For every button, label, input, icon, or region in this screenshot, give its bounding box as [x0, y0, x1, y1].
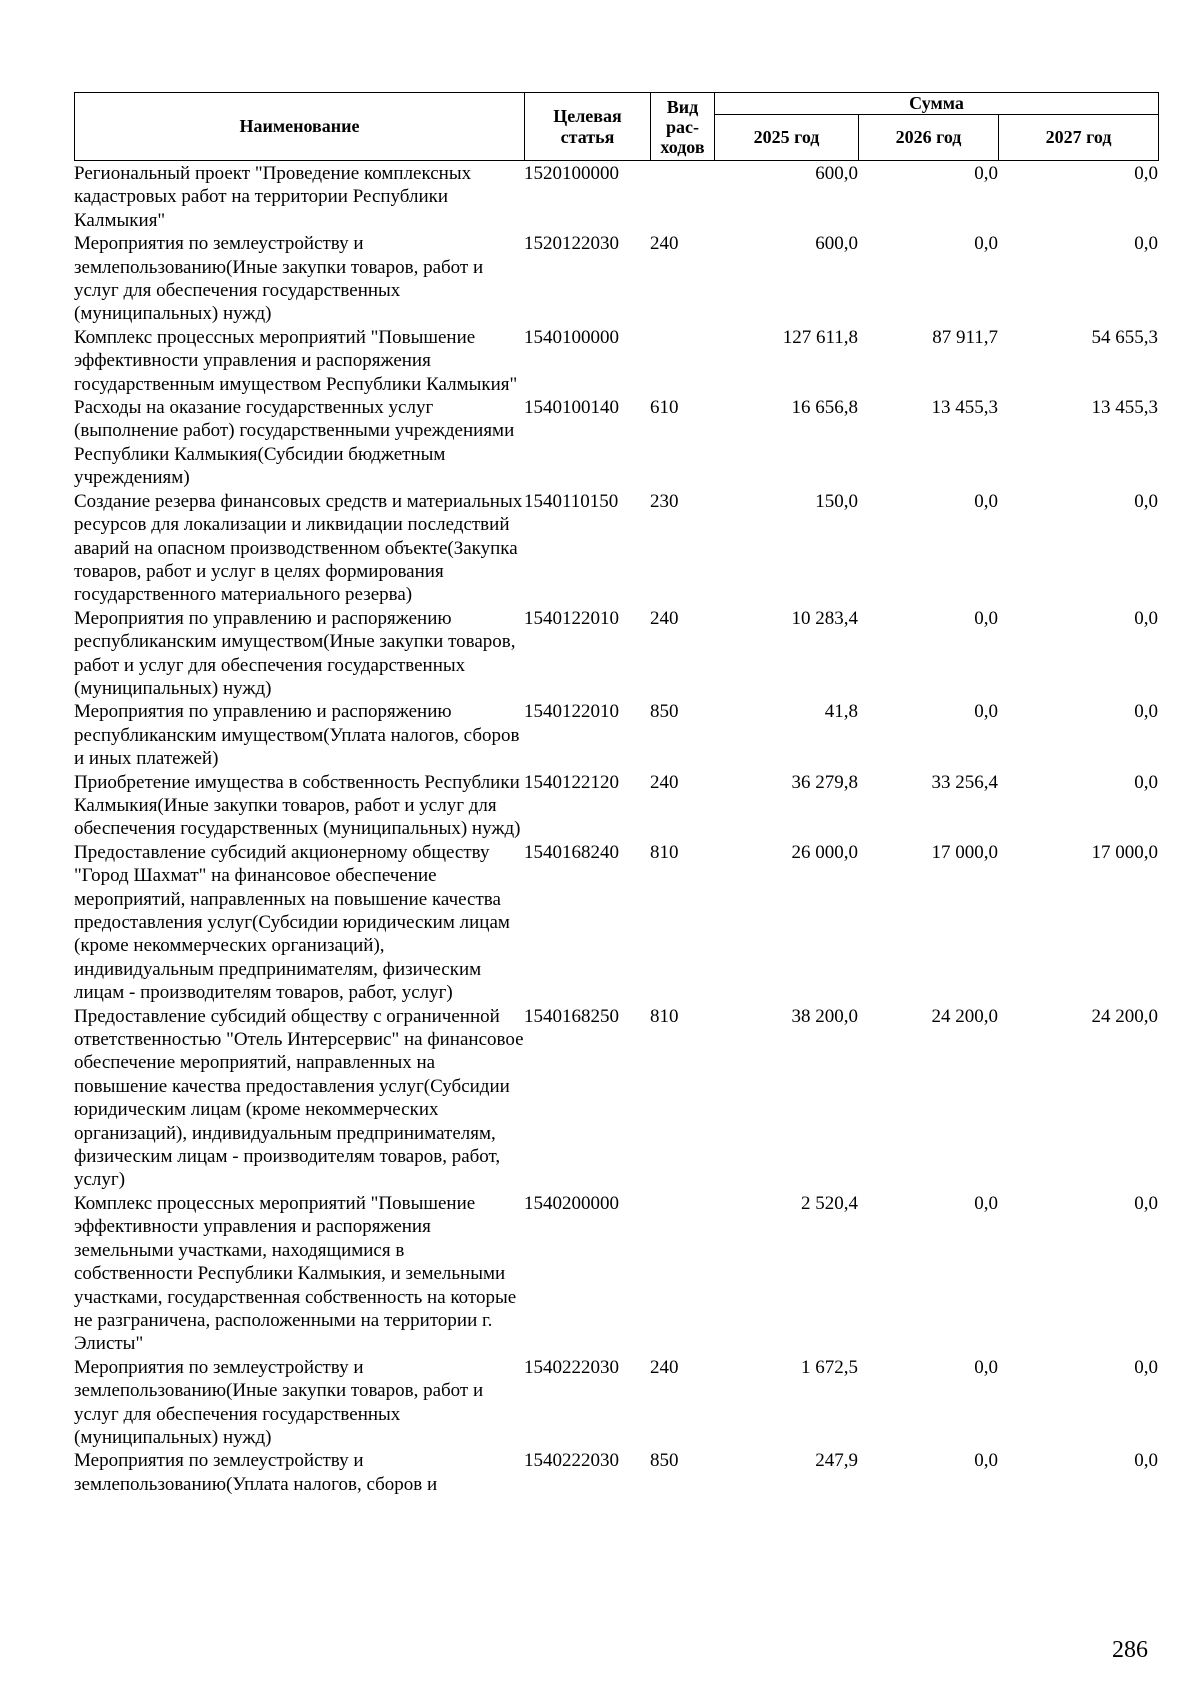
- row-sum-2027: 0,0: [1134, 233, 1158, 255]
- table-row: [74, 607, 1158, 701]
- row-target-code: 1540122120: [524, 771, 619, 793]
- row-target-code: 1540222030: [524, 1356, 619, 1378]
- row-expense-type: 240: [650, 233, 679, 255]
- row-sum-2026: 0,0: [974, 1356, 998, 1378]
- row-sum-2027: 24 200,0: [1091, 1005, 1158, 1027]
- table-row: [74, 841, 1158, 1005]
- row-name: Мероприятия по землеустройству и землепользованию(Уплата налогов, сборов и: [74, 1450, 438, 1495]
- table-row: [74, 1192, 1158, 1356]
- row-name: Региональный проект "Проведение комплексных кадастровых работ на территории Республики Калмыкия": [74, 163, 472, 231]
- row-target-code: 1540222030: [524, 1450, 619, 1472]
- row-sum-2027: 0,0: [1134, 701, 1158, 723]
- row-sum-2025: 600,0: [815, 233, 858, 255]
- row-sum-2025: 127 611,8: [782, 326, 858, 348]
- header-name: Наименование: [75, 93, 525, 161]
- row-expense-type: 240: [650, 1356, 679, 1378]
- table-row: [74, 396, 1158, 490]
- row-sum-2026: 0,0: [974, 233, 998, 255]
- row-name: Комплекс процессных мероприятий "Повышение эффективности управления и распоряжения земельными участками, находящимися в собственности Республики Калмыкия, и земельными участками, государственная собственность на которые не разграничена, расположенными на территории г. Элисты": [74, 1192, 517, 1355]
- row-name: Приобретение имущества в собственность Республики Калмыкия(Иные закупки товаров, работ и услуг для обеспечения государственных (муниципальных) нужд): [74, 771, 521, 840]
- row-sum-2025: 2 520,4: [801, 1192, 858, 1214]
- table-row: [74, 232, 1158, 326]
- header-year-2027: 2027 год: [999, 115, 1159, 161]
- header-sum: Сумма: [715, 93, 1159, 115]
- row-name: Расходы на оказание государственных услуг (выполнение работ) государственными учреждениями Республики Калмыкия(Субсидии бюджетным учреждениям): [74, 397, 515, 489]
- row-target-code: 1540168240: [524, 841, 619, 863]
- row-name: Мероприятия по управлению и распоряжению республиканским имуществом(Уплата налогов, сборов и иных платежей): [74, 701, 520, 770]
- row-target-code: 1540200000: [524, 1192, 619, 1214]
- row-name: Создание резерва финансовых средств и материальных ресурсов для локализации и ликвидации последствий аварий на опасном производственном объекте(Закупка товаров, работ и услуг в целях формирования государственного материального резерва): [74, 490, 523, 606]
- row-name: Предоставление субсидий обществу с ограниченной ответственностью "Отель Интерсервис" на финансовое обеспечение мероприятий, направленных на повышение качества предоставления услуг(Субсидии юридическим лицам (кроме некоммерческих организаций), индивидуальным предпринимателям, физическим лицам - производителям товаров, работ, услуг): [74, 1005, 524, 1191]
- page-number: 286: [1112, 1637, 1148, 1663]
- row-expense-type: 240: [650, 607, 679, 629]
- row-name: Мероприятия по землеустройству и землепользованию(Иные закупки товаров, работ и услуг для обеспечения государственных (муниципальных) нужд): [74, 1356, 484, 1448]
- header-expense-type: Вид рас- ходов: [651, 93, 715, 161]
- row-expense-type: 850: [650, 701, 679, 723]
- row-expense-type: 810: [650, 1005, 679, 1027]
- row-target-code: 1520122030: [524, 233, 619, 255]
- row-sum-2026: 0,0: [974, 1450, 998, 1472]
- row-name: Комплекс процессных мероприятий "Повышение эффективности управления и распоряжения государственным имуществом Республики Калмыкия": [74, 326, 518, 395]
- row-sum-2026: 17 000,0: [931, 841, 998, 863]
- table-row: [74, 700, 1158, 770]
- row-name: Предоставление субсидий акционерному обществу "Город Шахмат" на финансовое обеспечение мероприятий, направленных на повышение качества предоставления услуг(Субсидии юридическим лицам (кроме некоммерческих организаций), индивидуальным предпринимателям, физическим лицам - производителям товаров, работ, услуг): [74, 841, 510, 1004]
- row-sum-2025: 10 283,4: [791, 607, 858, 629]
- row-sum-2027: 0,0: [1134, 607, 1158, 629]
- row-sum-2027: 54 655,3: [1091, 326, 1158, 348]
- table-row: [74, 1356, 1158, 1450]
- row-name: Мероприятия по землеустройству и землепользованию(Иные закупки товаров, работ и услуг для обеспечения государственных (муниципальных) нужд): [74, 233, 484, 325]
- row-sum-2027: 0,0: [1134, 1192, 1158, 1214]
- row-sum-2027: 17 000,0: [1091, 841, 1158, 863]
- row-expense-type: 230: [650, 490, 679, 512]
- row-expense-type: 850: [650, 1450, 679, 1472]
- row-sum-2025: 600,0: [815, 163, 858, 184]
- row-sum-2026: 13 455,3: [931, 397, 998, 419]
- row-sum-2026: 0,0: [974, 490, 998, 512]
- row-expense-type: [650, 1192, 714, 1356]
- row-sum-2027: 0,0: [1134, 163, 1158, 184]
- table-row: [74, 326, 1158, 396]
- header-year-2026: 2026 год: [859, 115, 999, 161]
- row-sum-2027: 0,0: [1134, 490, 1158, 512]
- row-expense-type: 610: [650, 397, 679, 419]
- table-row: [74, 771, 1158, 841]
- row-target-code: 1540100000: [524, 326, 619, 348]
- row-sum-2025: 247,9: [815, 1450, 858, 1472]
- row-name: Мероприятия по управлению и распоряжению республиканским имуществом(Иные закупки товаров, работ и услуг для обеспечения государственных (муниципальных) нужд): [74, 607, 516, 699]
- row-sum-2025: 41,8: [824, 701, 858, 723]
- header-target-article: Целевая статья: [525, 93, 651, 161]
- table-row: [74, 490, 1158, 607]
- row-sum-2026: 0,0: [974, 607, 998, 629]
- row-sum-2026: 0,0: [974, 701, 998, 723]
- table-row: [74, 1449, 1158, 1496]
- row-sum-2027: 13 455,3: [1091, 397, 1158, 419]
- table-body: [74, 162, 1158, 1496]
- row-target-code: 1520100000: [524, 163, 619, 184]
- row-sum-2027: 0,0: [1134, 771, 1158, 793]
- row-sum-2026: 87 911,7: [932, 326, 998, 348]
- header-year-2025: 2025 год: [715, 115, 859, 161]
- row-expense-type: 240: [650, 771, 679, 793]
- row-sum-2025: 1 672,5: [801, 1356, 858, 1378]
- row-expense-type: [650, 326, 714, 396]
- row-sum-2026: 0,0: [974, 163, 998, 184]
- row-target-code: 1540110150: [524, 490, 619, 512]
- row-sum-2025: 36 279,8: [791, 771, 858, 793]
- row-sum-2025: 38 200,0: [791, 1005, 858, 1027]
- row-sum-2026: 24 200,0: [931, 1005, 998, 1027]
- budget-table: [74, 162, 1158, 1496]
- table-row: [74, 162, 1158, 232]
- row-expense-type: [650, 162, 714, 232]
- table-header: [74, 92, 1159, 161]
- row-target-code: 1540168250: [524, 1005, 619, 1027]
- row-sum-2025: 16 656,8: [791, 397, 858, 419]
- row-expense-type: 810: [650, 841, 679, 863]
- row-sum-2026: 0,0: [974, 1192, 998, 1214]
- row-target-code: 1540122010: [524, 701, 619, 723]
- row-sum-2025: 26 000,0: [791, 841, 858, 863]
- row-sum-2027: 0,0: [1134, 1356, 1158, 1378]
- row-sum-2025: 150,0: [815, 490, 858, 512]
- row-target-code: 1540100140: [524, 397, 619, 419]
- row-target-code: 1540122010: [524, 607, 619, 629]
- row-sum-2027: 0,0: [1134, 1450, 1158, 1472]
- row-sum-2026: 33 256,4: [931, 771, 998, 793]
- table-row: [74, 1005, 1158, 1192]
